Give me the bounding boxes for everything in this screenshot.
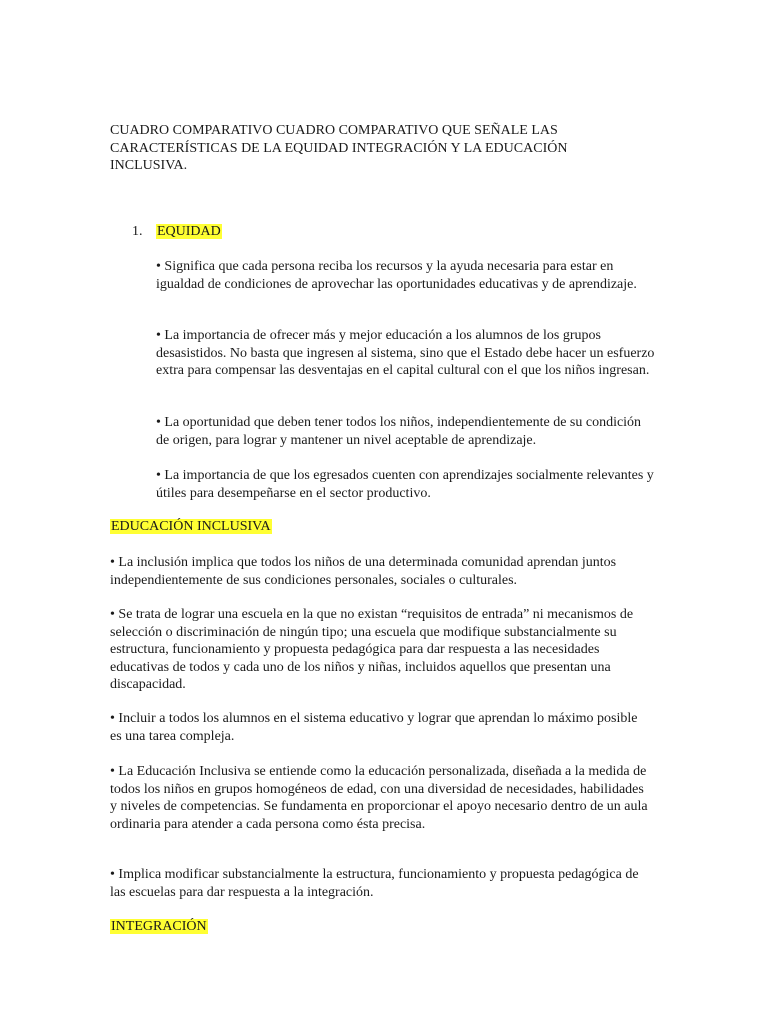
inclusiva-item-1: • La inclusión implica que todos los niños de una determinada comunidad aprendan juntos independientemente de sus condiciones personales, sociales o culturales. — [110, 555, 617, 588]
inclusiva-item-5: • Implica modificar substancialmente la estructura, funcionamiento y propuesta pedagógica de las escuelas para dar respuesta a la integración. — [110, 867, 639, 900]
inclusiva-item-3: • Incluir a todos los alumnos en el sistema educativo y lograr que aprendan lo máximo posible es una tarea compleja. — [110, 711, 638, 744]
inclusiva-item-4: • La Educación Inclusiva se entiende como la educación personalizada, diseñada a la medida de todos los niños en grupos homogéneos de edad, con una diversidad de necesidades, habilidades y niveles de competencias. Se fundamenta en proporcionar el apoyo necesario dentro de un aula ordinaria para atender a cada persona como ésta precisa. — [110, 764, 648, 832]
document-title: CUADRO COMPARATIVO CUADRO COMPARATIVO QUE SEÑALE LAS CARACTERÍSTICAS DE LA EQUIDAD INTEGRACIÓN Y LA EDUCACIÓN INCLUSIVA. — [110, 123, 568, 173]
integracion-heading-text: INTEGRACIÓN — [111, 919, 207, 934]
section-heading-equidad — [156, 223, 222, 241]
equidad-item-3: • La oportunidad que deben tener todos los niños, independientemente de su condición de origen, para lograr y mantener un nivel aceptable de aprendizaje. — [156, 415, 642, 448]
list-number: 1. — [132, 224, 143, 239]
equidad-heading-text: EQUIDAD — [157, 224, 221, 239]
equidad-item-1: • Significa que cada persona reciba los recursos y la ayuda necesaria para estar en igualdad de condiciones de aprovechar las oportunidades educativas y de aprendizaje. — [156, 259, 637, 292]
section-heading-integracion — [110, 918, 208, 936]
equidad-item-4: • La importancia de que los egresados cuenten con aprendizajes socialmente relevantes y útiles para desempeñarse en el sector productivo. — [156, 468, 654, 501]
document-page — [110, 0, 658, 1024]
inclusiva-item-2: • Se trata de lograr una escuela en la que no existan “requisitos de entrada” ni mecanismos de selección o discriminación de ningún tipo; una escuela que modifique substancialmente su estructura, funcionamiento y propuesta pedagógica para dar respuesta a las necesidades educativas de todos y cada uno de los niños y niñas, incluidos aquellos que presentan una discapacidad. — [110, 607, 634, 692]
inclusiva-heading-text: EDUCACIÓN INCLUSIVA — [111, 519, 271, 534]
section-heading-inclusiva — [110, 518, 272, 536]
equidad-item-2: • La importancia de ofrecer más y mejor educación a los alumnos de los grupos desasistidos. No basta que ingresen al sistema, sino que el Estado debe hacer un esfuerzo extra para compensar las desventajas en el capital cultural con el que los niños ingresan. — [156, 328, 655, 378]
